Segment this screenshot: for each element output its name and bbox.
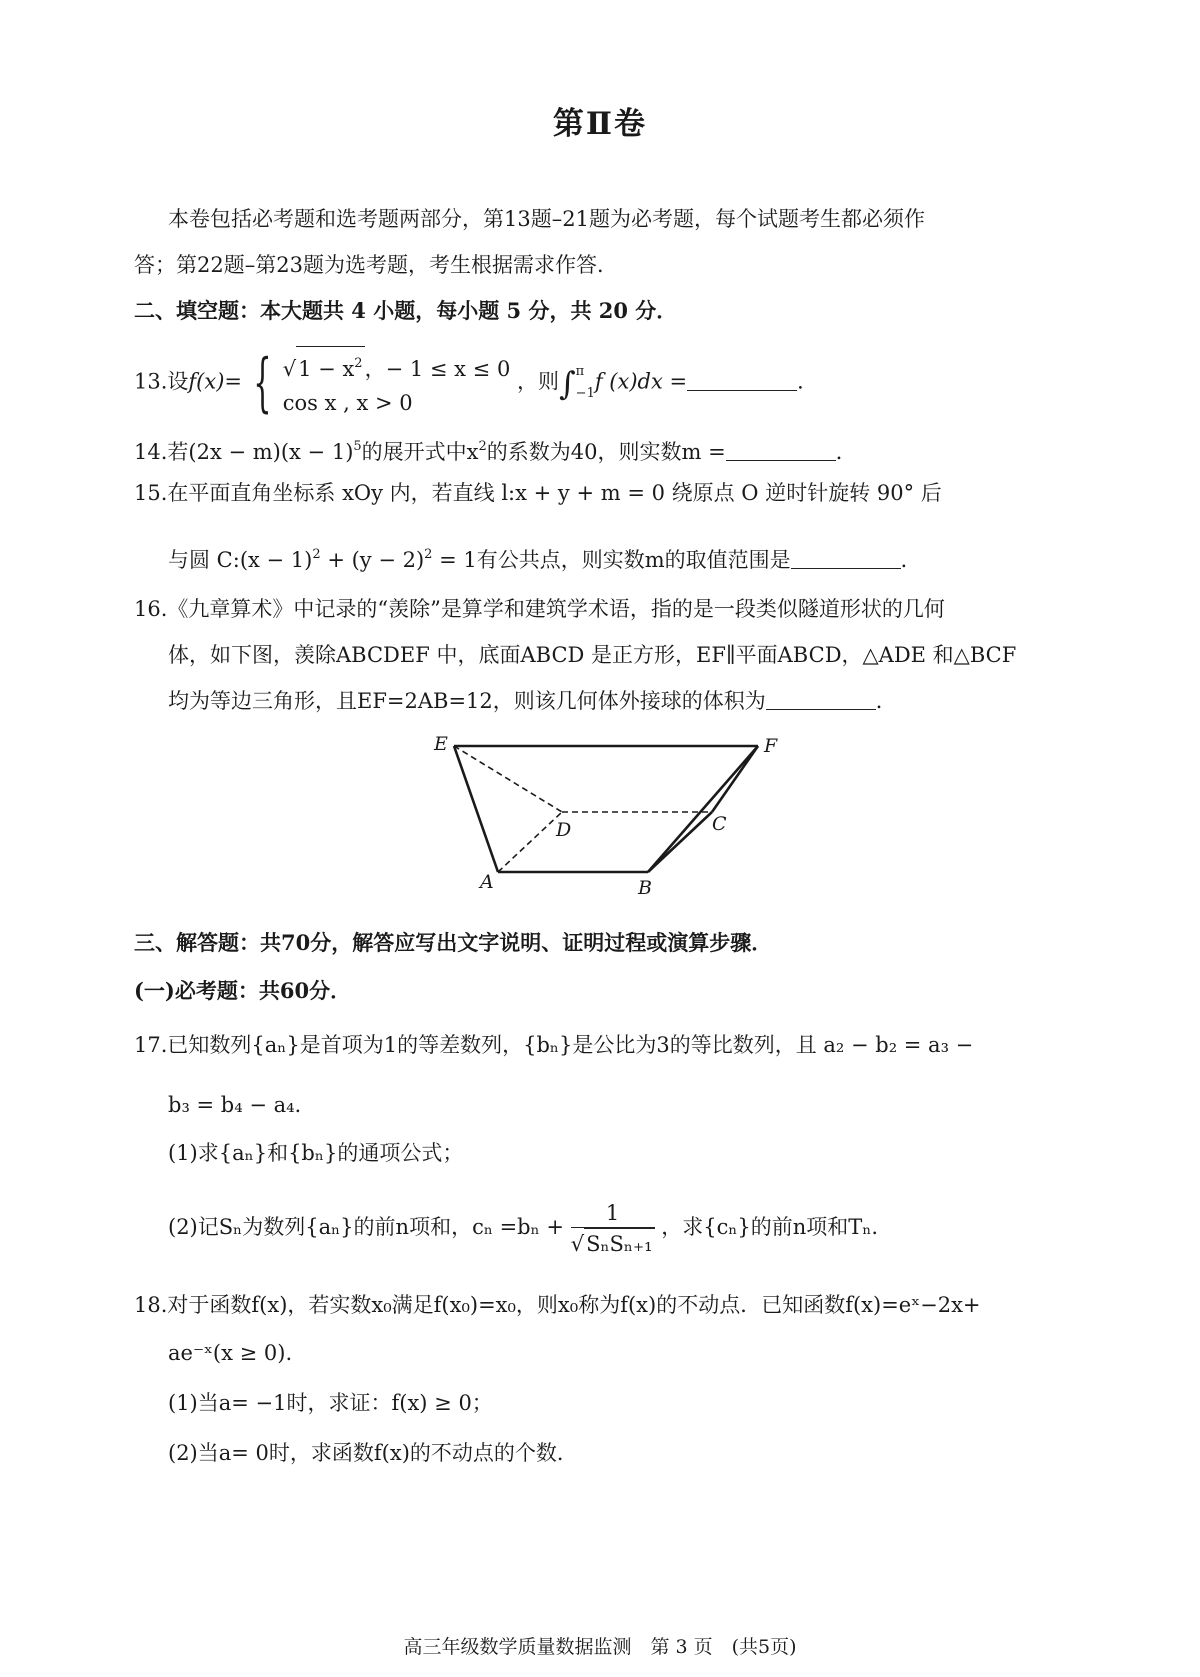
q15-line2-b: + (y − 2) [320,548,425,572]
q13-answer-blank [687,368,797,391]
label-d: D [556,819,572,841]
label-f: F [764,735,778,757]
xianchu-figure [430,728,810,904]
q16-answer-blank [766,687,876,710]
q14-end: ． [835,440,857,464]
q14-answer-blank [726,438,836,461]
q13-lead: 设 [167,369,189,394]
question-18-line-2: ae⁻ˣ(x ≥ 0). [168,1341,293,1365]
q13-limits [576,361,595,405]
section-2-header: 二、填空题：本大题共 4 小题，每小题 5 分，共 20 分． [134,298,678,323]
q17-frac-den: √SₙSₙ₊₁ [571,1228,655,1259]
page-footer: 高三年级数学质量数据监测 第 3 页 (共5页) [403,1636,797,1658]
intro-line-2: 答；第22题–第23题为选考题，考生根据需求作答． [134,253,618,277]
edge-ea [454,746,498,872]
brace-symbol: { [253,346,272,420]
edge-bc [648,812,712,872]
question-17-part-1: (1)求{aₙ}和{bₙ}的通项公式； [168,1141,464,1165]
question-17-line-1: 17.已知数列{aₙ}是首项为1的等差数列，{bₙ}是公比为3的等比数列，且 a₂ − b₂ = a₃ − [134,1033,974,1057]
q16-end: ． [875,689,897,713]
question-14 [134,432,857,467]
edge-ed-hidden [454,746,562,812]
edge-ad-hidden [498,812,562,872]
question-17-part-2 [168,1196,878,1258]
section-3-header: 三、解答题：共70分，解答应写出文字说明、证明过程或演算步骤． [134,930,773,955]
part-1-header: (一)必考题：共60分． [134,978,352,1003]
q13-case1-expr: 1 − x [298,357,355,381]
q16-line3: 均为等边三角形，且EF=2AB=12，则该几何体外接球的体积为 [168,689,766,713]
q15-end: ． [900,548,922,572]
question-13 [134,346,819,420]
q15-line2-a: 与圆 C:(x − 1) [168,548,313,572]
q17-frac-den-expr: SₙSₙ₊₁ [584,1228,654,1259]
intro-line-1: 本卷包括必考题和选考题两部分，第13题–21题为必考题，每个试题考生都必须作 [168,207,925,231]
q15-exp-1: 2 [312,547,321,562]
question-16-line-1: 16.《九章算术》中记录的“羡除”是算学和建筑学术语，指的是一段类似隧道形状的几何 [134,597,945,621]
q17-sub2-a: (2)记Sₙ为数列{aₙ}的前n项和，cₙ =bₙ + [168,1215,564,1239]
q17-sub2-b: ，求{cₙ}的前n项和Tₙ. [661,1215,879,1239]
q13-upper: π [575,364,585,379]
q15-line2-c: = 1有公共点，则实数m的取值范围是 [432,548,791,572]
q13-case1-cond: ，− 1 ≤ x ≤ 0 [364,357,511,381]
question-18-part-2: (2)当a= 0时，求函数f(x)的不动点的个数． [168,1441,578,1465]
q13-eq: = [224,369,243,394]
q13-func: f(x) [188,369,225,394]
q13-integrand: f (x)dx = [594,369,688,394]
label-a: A [480,871,494,893]
integral-symbol: ∫ [559,364,576,403]
q14-text-c: 的系数为40，则实数m = [486,440,726,464]
question-16-line-2: 体，如下图，羡除ABCDEF 中，底面ABCD 是正方形，EF∥平面ABCD，△ADE 和△BCF [168,643,1017,667]
q14-text-a: 14.若(2x − m)(x − 1) [134,440,354,464]
question-15-line-1: 15.在平面直角坐标系 xOy 内，若直线 l:x + y + m = 0 绕原点 O 逆时针旋转 90° 后 [134,481,942,505]
q13-end: ． [797,369,819,394]
question-18-part-1: (1)当a= −1时，求证：f(x) ≥ 0； [168,1391,493,1415]
q13-number: 13. [134,369,168,394]
question-15-line-2 [168,540,922,575]
q13-then: ，则 [517,369,559,394]
q17-frac-num: 1 [571,1199,655,1228]
edge-cf [712,746,758,812]
label-e: E [434,733,448,755]
q14-exp5: 5 [353,439,362,454]
q13-case2: cos x , x > 0 [282,391,413,415]
q15-answer-blank [791,546,901,569]
q13-lower: −1 [575,386,595,401]
q14-exp2: 2 [478,439,487,454]
label-c: C [712,813,727,835]
question-17-line-2: b₃ = b₄ − a₄. [168,1093,302,1117]
question-16-line-3 [168,686,897,716]
q17-fraction [571,1199,655,1259]
q14-text-b: 的展开式中x [361,440,479,464]
question-18-line-1: 18.对于函数f(x)，若实数x₀满足f(x₀)=x₀，则x₀称为f(x)的不动点．已知函数f(x)=eˣ−2x+ [134,1293,981,1317]
q15-exp-2: 2 [424,547,433,562]
label-b: B [638,877,652,899]
page-title: 第Ⅱ卷 [552,106,648,142]
q13-cases: $√1 - x^2$，− 1 ≤ x ≤ 0 cos x , x > 0 [283,346,511,420]
edge-bf [648,746,758,872]
